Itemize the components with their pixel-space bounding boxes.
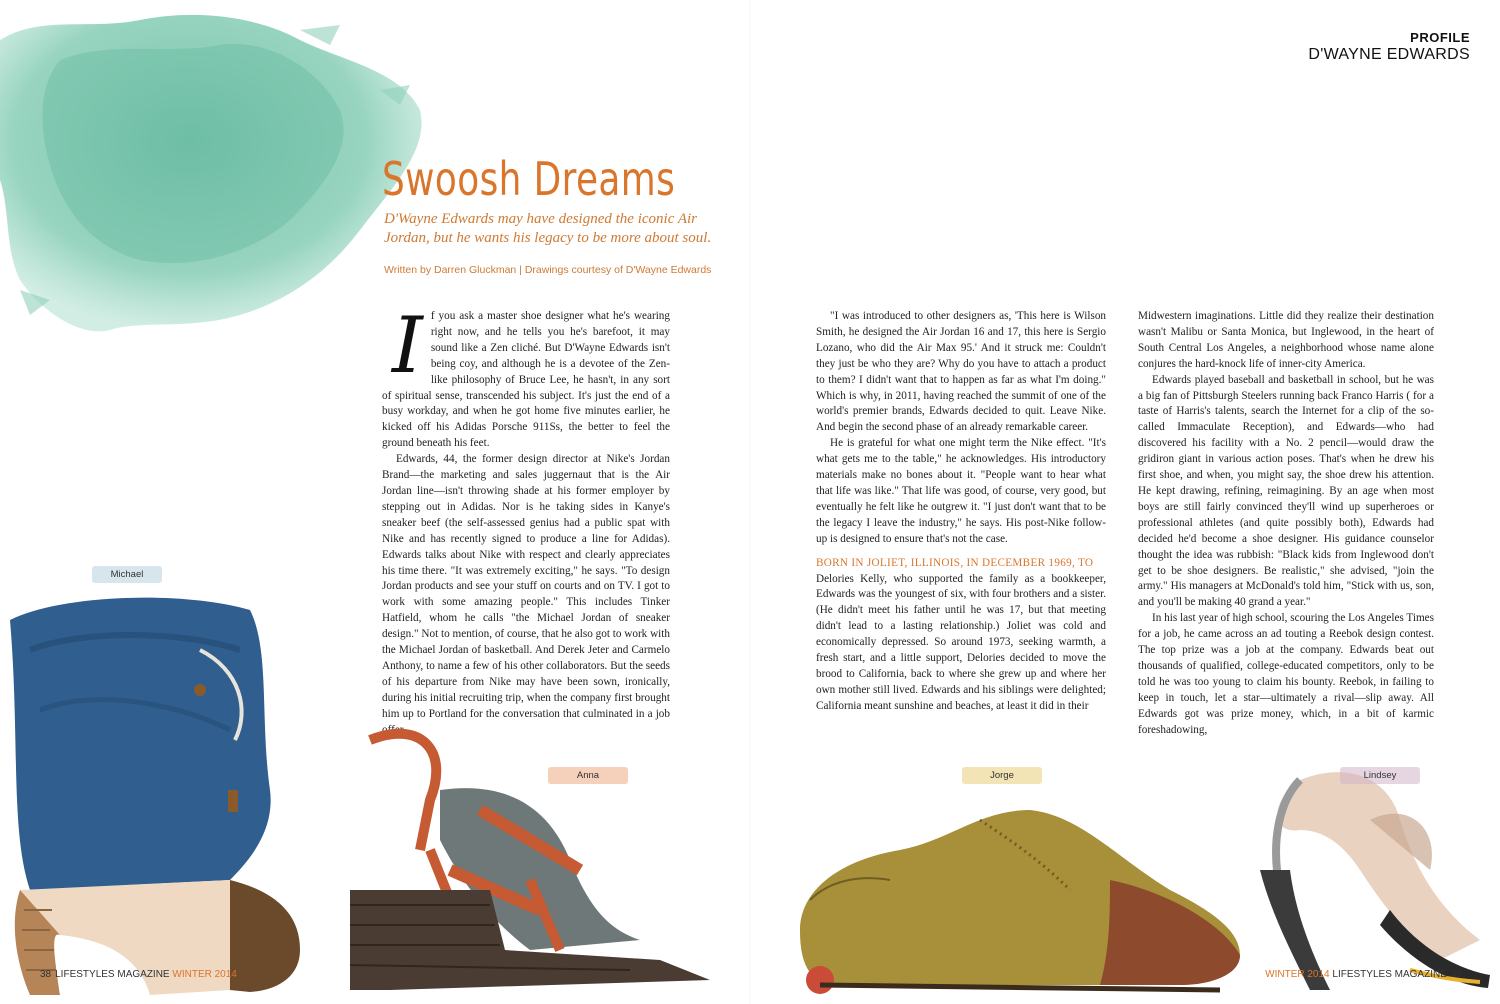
drop-cap: I: [392, 301, 423, 391]
folio-right: [1265, 969, 1466, 980]
section-subhead: BORN IN JOLIET, ILLINOIS, IN DECEMBER 1969, TO: [816, 556, 1094, 569]
shoe-drawing-anna: [330, 720, 750, 1004]
article-title: Swoosh Dreams: [382, 152, 676, 206]
watercolor-wash: [0, 0, 430, 340]
paragraph: Midwestern imaginations. Little did they realize their destination wasn't Malibu or Santa Monica, but Inglewood, in the heart of South Central Los Angeles, a neighborhood whose name alone conjures the hard-knock life of inner-city America.: [1138, 310, 1434, 370]
magazine-name: LIFESTYLES MAGAZINE: [55, 969, 170, 980]
drawing-label-michael: Michael: [92, 566, 162, 583]
body-column-3: [1138, 309, 1434, 738]
shoe-drawing-jorge: [780, 780, 1250, 1004]
paragraph: [816, 556, 1106, 715]
page-number: 39: [1450, 969, 1462, 980]
folio-left: [36, 969, 237, 980]
article-deck: D'Wayne Edwards may have designed the iconic Air Jordan, but he wants his legacy to be more about soul.: [384, 211, 712, 246]
issue-season: WINTER 2014: [1265, 969, 1330, 980]
article-byline: Written by Darren Gluckman | Drawings courtesy of D'Wayne Edwards: [384, 264, 712, 276]
paragraph: In his last year of high school, scouring the Los Angeles Times for a job, he came across an ad touting a Reebok design contest. The top prize was a job at the company. Edwards beat out thousands of qualified, college-educated competitors, only to be told he was too young to claim his bounty. Reebok, in failing to keep in touch, let a star—ultimately a rival—slip away. All Edwards got was prize money, which, in a bit of karmic foreshadowing,: [1138, 612, 1434, 736]
paragraph: [382, 301, 670, 452]
magazine-name: LIFESTYLES MAGAZINE: [1332, 969, 1447, 980]
paragraph-text: Delories Kelly, who supported the family as a bookkeeper, Edwards was the youngest of six, with four brothers and a sister. (He didn't meet his father until he was 17, but that meeting didn't lead to a lasting relationship.) Joliet was cold and economically depressed. So around 1973, seeking warmth, a fresh start, and a little support, Delories decided to move the brood to California, back to where she grew up and where her own mother still lived. Edwards and his siblings were delighted; California meant sunshine and beaches, at least it did in their: [816, 572, 1106, 712]
paragraph: Edwards, 44, the former design director at Nike's Jordan Brand—the marketing and sales juggernaut that is the Air Jordan line—isn't throwing shade at his former employer by stepping out in Adidas. Nor is he taking sides in Kanye's sneaker beef (the self-assessed genius had a public spat with Nike and has recently signed to produce a line for Adidas). Edwards talks about Nike with respect and clearly appreciates his time there. "It was extremely exciting," he says. "To design Jordan products and see your stuff on courts and on TV. I got to work with some amazing people." This includes Tinker Hatfield, whom he calls "the Michael Jordan of sneaker design." Not to mention, of course, that he also got to work with the Michael Jordan of basketball. And Derek Jeter and Carmelo Anthony, to name a few of his other collaborators. But the seeds of his departure from Nike may have been sown, ironically, during his initial recruiting trip, when the company first brought him up to Portland for the conversation that culminated in a job offer.: [382, 453, 670, 736]
paragraph-text: f you ask a master shoe designer what he's wearing right now, and he tells you he's barefoot, it may sound like a Zen cliché. But D'Wayne Edwards isn't being coy, and although he is a devotee of the Zen-like philosophy of Bruce Lee, he hasn't, in any sort of spiritual sense, transcended his subject. It's just the end of a busy workday, and when he got home five minutes earlier, he kicked off his Adidas Porsche 911Ss, the better to feel the ground beneath his feet.: [382, 310, 670, 450]
paragraph: "I was introduced to other designers as, 'This here is Wilson Smith, he designed the Air Jordan 16 and 17, this here is Sergio Lozano, who did the Air Max 95.' And it struck me: Couldn't they just be who they are? Why do you have to attach a product to them? I didn't want that to happen as far as what I'm doing." Which is why, in 2011, having reached the summit of one of the world's premier brands, Edwards decided to quit. Leave Nike. And begin the second phase of an already remarkable career.: [816, 310, 1106, 434]
section-label: [1308, 30, 1470, 64]
shoe-drawing-lindsey: [1240, 760, 1500, 1004]
body-column-2: [816, 309, 1106, 715]
paragraph: He is grateful for what one might term the Nike effect. "It's what gets me to the table," he acknowledges. His introductory materials make no bones about it. "People want to hear what that life was like." That life was good, of course, very good, but eventually he felt like he outgrew it. "I just don't want that to be the legacy I leave the industry," he says. His post-Nike follow-up is designed to ensure that's not the case.: [816, 437, 1106, 545]
issue-season: WINTER 2014: [172, 969, 237, 980]
drawing-label-jorge: Jorge: [962, 767, 1042, 784]
section-name: D'WAYNE EDWARDS: [1308, 46, 1470, 63]
drawing-label-lindsey: Lindsey: [1340, 767, 1420, 784]
section-kicker: PROFILE: [1410, 30, 1470, 45]
page-number: 38: [40, 969, 52, 980]
body-column-1: [382, 301, 670, 738]
paragraph: Edwards played baseball and basketball in school, but he was a big fan of Pittsburgh Steelers running back Franco Harris ( for a taste of Harris's talents, search the Internet for a clip of the so-called Immaculate Reception), and Edwards—who had discovered his facility with a No. 2 pencil—would draw the gridiron giant in various action poses. That's when he drew his first shoe, and when, you might say, the shoe drew his attention. He kept drawing, refining, reimagining. By an age when most boys are still fairly convinced they'll wind up superheroes or professional athletes (and quite possibly both), Edwards had decided he'd become a shoe designer. His guidance counselor thought the idea was rubbish: "Black kids from Inglewood don't get to be shoe designers. Be realistic," she advised, "join the army." His managers at McDonald's told him, "Stick with us, son, and you'll be making 40 grand a year.": [1138, 373, 1434, 609]
drawing-label-anna: Anna: [548, 767, 628, 784]
shoe-drawing-michael: [0, 590, 310, 1004]
